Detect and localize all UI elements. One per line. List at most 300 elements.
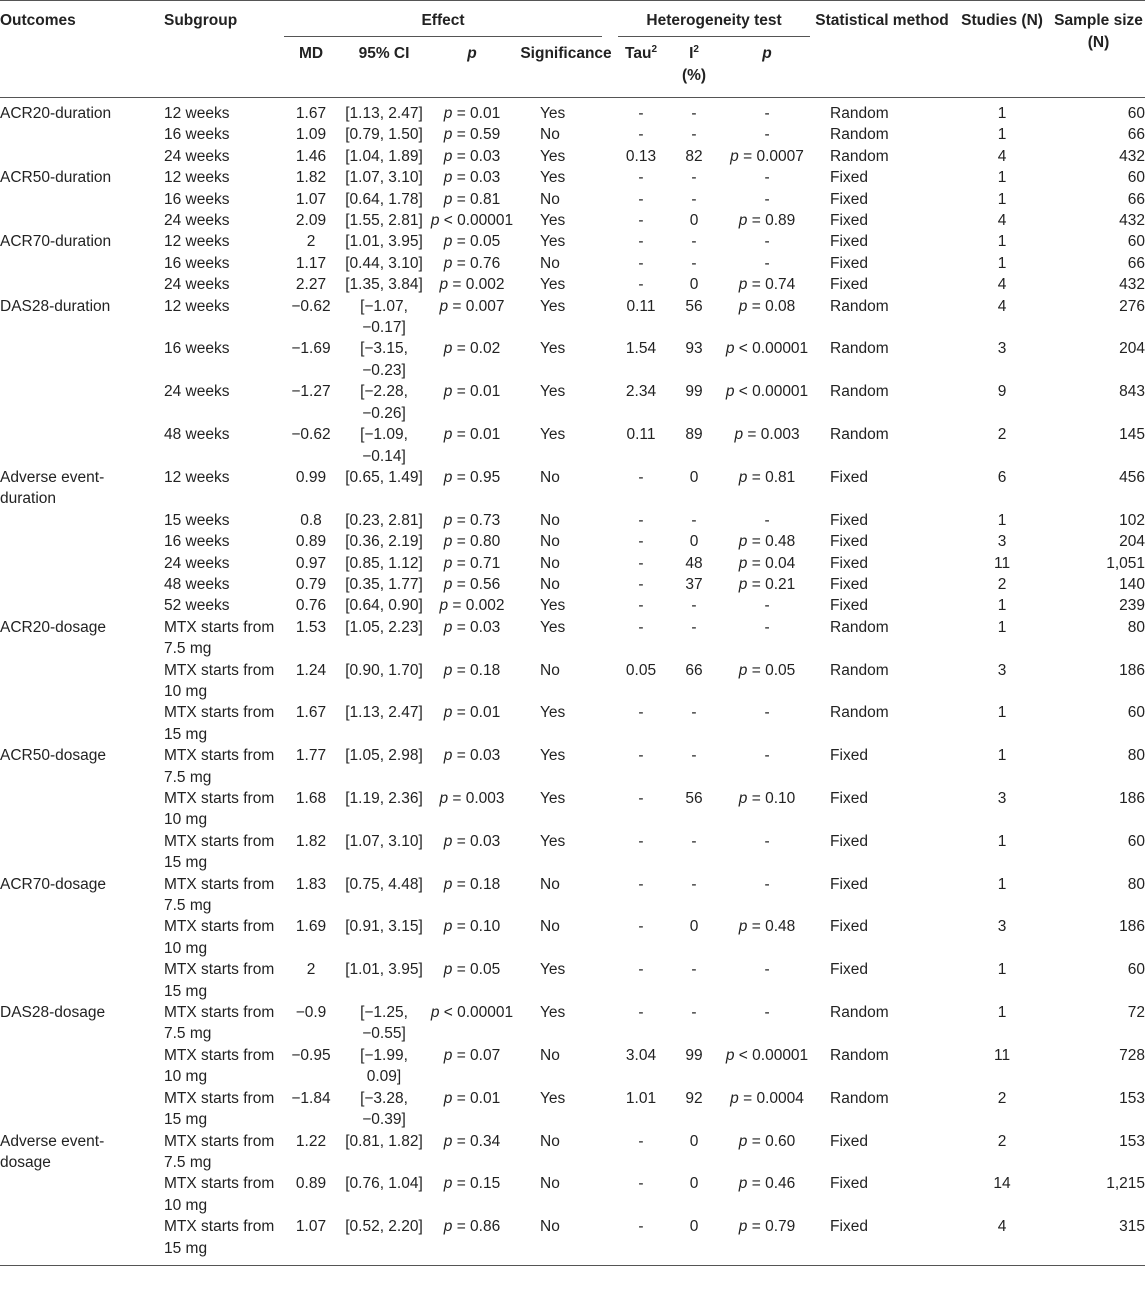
cell-significance: Yes xyxy=(540,383,566,401)
cell-statistical-method: Fixed xyxy=(830,875,868,893)
header-heterogeneity xyxy=(616,1,812,40)
table-row xyxy=(0,146,1145,167)
cell-md: 1.67 xyxy=(295,105,327,122)
cell-p: p = 0.10 xyxy=(443,918,501,936)
cell-p: p = 0.01 xyxy=(443,105,501,122)
cell-subgroup: 48 weeks xyxy=(164,575,230,593)
table-row xyxy=(0,98,1145,125)
cell-ci: [0.35, 1.77] xyxy=(345,575,423,593)
table-row xyxy=(0,1216,1145,1265)
table-row xyxy=(0,1131,1145,1174)
cell-ci: [1.05, 2.23] xyxy=(345,618,423,636)
p-symbol: p xyxy=(443,426,453,444)
cell-outcome: DAS28-duration xyxy=(0,297,111,315)
cell-tau2: 1.54 xyxy=(625,340,657,358)
header-i-unit: (%) xyxy=(681,67,707,84)
cell-studies: 1 xyxy=(997,704,1007,722)
cell-i2: - xyxy=(691,832,697,850)
cell-significance: Yes xyxy=(540,1089,566,1107)
cell-p: p = 0.007 xyxy=(439,297,505,315)
cell-ci: [1.35, 3.84] xyxy=(345,276,423,294)
cell-statistical-method: Fixed xyxy=(830,597,868,615)
p-symbol: p xyxy=(443,511,453,529)
header-tau-label: Tau xyxy=(625,45,652,62)
cell-sample-size: 60 xyxy=(1127,233,1145,251)
cell-sample-size: 60 xyxy=(1127,961,1145,979)
cell-studies: 1 xyxy=(997,126,1007,144)
cell-p: p = 0.15 xyxy=(443,1175,501,1193)
cell-het-p: p = 0.74 xyxy=(738,276,796,294)
table-row xyxy=(0,424,1145,467)
cell-subgroup: MTX starts from 10 mg xyxy=(164,918,275,957)
cell-tau2: - xyxy=(638,554,644,572)
cell-tau2: - xyxy=(638,575,644,593)
header-tau2 xyxy=(616,39,666,98)
cell-subgroup: 24 weeks xyxy=(164,212,230,230)
cell-het-p: p < 0.00001 xyxy=(725,1046,809,1064)
cell-het-p: p = 0.48 xyxy=(738,918,796,936)
p-symbol: p xyxy=(443,661,453,679)
cell-md: 1.24 xyxy=(295,661,327,679)
cell-sample-size: 204 xyxy=(1119,340,1145,358)
cell-ci: [1.13, 2.47] xyxy=(345,105,423,122)
cell-significance: Yes xyxy=(540,961,566,979)
cell-outcome xyxy=(0,1088,140,1131)
table-row xyxy=(0,1088,1145,1131)
cell-statistical-method: Fixed xyxy=(830,1175,868,1193)
cell-statistical-method: Random xyxy=(830,383,889,401)
header-tau-sup: 2 xyxy=(651,43,657,55)
table-row xyxy=(0,167,1145,188)
cell-outcome xyxy=(0,1216,140,1265)
cell-sample-size: 186 xyxy=(1119,661,1145,679)
p-symbol: p xyxy=(725,340,735,358)
cell-i2: 0 xyxy=(689,1132,699,1150)
table-row xyxy=(0,874,1145,917)
cell-subgroup: MTX starts from 7.5 mg xyxy=(164,1004,275,1043)
cell-statistical-method: Random xyxy=(830,618,889,636)
cell-sample-size: 145 xyxy=(1119,426,1145,444)
cell-outcome xyxy=(0,916,140,959)
cell-subgroup: MTX starts from 15 mg xyxy=(164,961,275,1000)
cell-md: 0.8 xyxy=(300,511,322,529)
p-symbol: p xyxy=(443,105,453,122)
cell-ci: [0.76, 1.04] xyxy=(345,1175,423,1193)
p-symbol: p xyxy=(443,961,453,979)
p-symbol: p xyxy=(738,575,748,593)
cell-het-p: p = 0.81 xyxy=(738,468,796,486)
table-row xyxy=(0,1002,1145,1045)
cell-statistical-method: Random xyxy=(830,426,889,444)
cell-ci: [0.90, 1.70] xyxy=(345,661,423,679)
cell-ci: [0.91, 3.15] xyxy=(345,918,423,936)
cell-subgroup: MTX starts from 15 mg xyxy=(164,1218,275,1257)
cell-md: 2 xyxy=(306,233,316,251)
table-row xyxy=(0,124,1145,145)
table-row xyxy=(0,702,1145,745)
p-symbol: p xyxy=(439,297,449,315)
cell-p: p = 0.76 xyxy=(443,254,501,272)
header-studies: Studies (N) xyxy=(961,12,1043,29)
cell-tau2: - xyxy=(638,704,644,722)
cell-sample-size: 204 xyxy=(1119,533,1145,551)
p-symbol: p xyxy=(443,918,453,936)
cell-p: p = 0.003 xyxy=(439,790,505,807)
cell-sample-size: 140 xyxy=(1119,575,1145,593)
cell-tau2: 1.01 xyxy=(625,1089,657,1107)
cell-ci: [−1.99, 0.09] xyxy=(360,1046,408,1086)
cell-p: p = 0.05 xyxy=(443,233,501,251)
cell-subgroup: MTX starts from 15 mg xyxy=(164,832,275,872)
cell-het-p: p = 0.04 xyxy=(738,554,796,572)
cell-statistical-method: Fixed xyxy=(830,790,868,807)
cell-md: 1.77 xyxy=(295,747,327,765)
cell-ci: [1.55, 2.81] xyxy=(345,212,423,230)
cell-studies: 1 xyxy=(997,254,1007,272)
cell-statistical-method: Fixed xyxy=(830,212,868,230)
cell-studies: 1 xyxy=(997,1004,1007,1022)
cell-tau2: 0.13 xyxy=(625,147,657,165)
cell-md: 1.53 xyxy=(295,618,327,636)
p-symbol: p xyxy=(439,790,449,807)
cell-studies: 2 xyxy=(997,1132,1007,1150)
p-symbol: p xyxy=(443,618,453,636)
cell-sample-size: 456 xyxy=(1119,468,1145,486)
cell-ci: [1.19, 2.36] xyxy=(345,790,423,807)
cell-het-p: - xyxy=(764,511,770,529)
cell-i2: - xyxy=(691,961,697,979)
cell-outcome: ACR50-duration xyxy=(0,169,112,187)
table-header xyxy=(0,1,1145,98)
cell-studies: 2 xyxy=(997,575,1007,593)
cell-tau2: - xyxy=(638,126,644,144)
cell-ci: [1.07, 3.10] xyxy=(345,832,423,850)
cell-sample-size: 432 xyxy=(1119,212,1145,230)
p-symbol: p xyxy=(443,254,453,272)
cell-studies: 1 xyxy=(997,233,1007,251)
cell-subgroup: MTX starts from 7.5 mg xyxy=(164,747,275,786)
cell-outcome xyxy=(0,381,140,424)
cell-significance: Yes xyxy=(540,832,566,850)
table-row xyxy=(0,274,1145,295)
cell-het-p: p = 0.79 xyxy=(738,1218,796,1236)
cell-i2: 66 xyxy=(685,661,703,679)
cell-statistical-method: Random xyxy=(830,661,889,679)
cell-i2: 89 xyxy=(685,426,703,444)
cell-sample-size: 66 xyxy=(1127,126,1145,144)
cell-sample-size: 186 xyxy=(1119,918,1145,936)
cell-sample-size: 102 xyxy=(1119,511,1145,529)
cell-statistical-method: Random xyxy=(830,1089,889,1107)
cell-outcome xyxy=(0,702,140,745)
cell-ci: [−2.28, −0.26] xyxy=(360,383,408,422)
cell-tau2: - xyxy=(638,618,644,636)
cell-md: 1.68 xyxy=(295,790,327,807)
cell-studies: 3 xyxy=(997,533,1007,551)
header-i-sup: 2 xyxy=(693,43,699,55)
cell-studies: 1 xyxy=(997,618,1007,636)
cell-p: p = 0.03 xyxy=(443,618,501,636)
cell-studies: 1 xyxy=(997,747,1007,765)
cell-outcome xyxy=(0,553,140,574)
cell-p: p = 0.03 xyxy=(443,832,501,850)
cell-sample-size: 1,215 xyxy=(1106,1175,1145,1193)
cell-het-p: - xyxy=(764,747,770,765)
cell-sample-size: 315 xyxy=(1119,1218,1145,1236)
cell-statistical-method: Fixed xyxy=(830,961,868,979)
cell-md: 2.09 xyxy=(295,212,327,230)
header-md: MD xyxy=(298,45,324,62)
table-row xyxy=(0,510,1145,531)
cell-i2: - xyxy=(691,169,697,187)
cell-het-p: p = 0.10 xyxy=(738,790,796,807)
cell-outcome xyxy=(0,274,140,295)
table-row xyxy=(0,553,1145,574)
cell-md: 0.97 xyxy=(295,554,327,572)
cell-het-p: p = 0.48 xyxy=(738,533,796,551)
cell-het-p: - xyxy=(764,704,770,722)
cell-i2: - xyxy=(691,511,697,529)
cell-subgroup: 15 weeks xyxy=(164,511,230,529)
cell-studies: 11 xyxy=(993,554,1011,572)
cell-p: p = 0.18 xyxy=(443,875,501,893)
cell-studies: 6 xyxy=(997,468,1007,486)
cell-sample-size: 153 xyxy=(1119,1089,1145,1107)
cell-studies: 3 xyxy=(997,340,1007,358)
cell-statistical-method: Random xyxy=(830,297,889,315)
cell-sample-size: 728 xyxy=(1119,1046,1145,1064)
cell-studies: 14 xyxy=(993,1175,1011,1193)
cell-het-p: - xyxy=(764,254,770,272)
cell-outcome xyxy=(0,959,140,1002)
cell-i2: 92 xyxy=(685,1089,703,1107)
cell-i2: 0 xyxy=(689,1175,699,1193)
p-symbol: p xyxy=(734,426,744,444)
cell-subgroup: 12 weeks xyxy=(164,297,230,315)
cell-p: p = 0.34 xyxy=(443,1132,501,1150)
cell-i2: 56 xyxy=(685,790,703,807)
cell-statistical-method: Fixed xyxy=(830,575,868,593)
header-significance: Significance xyxy=(520,45,612,62)
cell-ci: [0.85, 1.12] xyxy=(345,554,423,572)
table-row xyxy=(0,595,1145,616)
cell-studies: 2 xyxy=(997,1089,1007,1107)
p-symbol: p xyxy=(738,1218,748,1236)
cell-sample-size: 432 xyxy=(1119,276,1145,294)
cell-statistical-method: Random xyxy=(830,105,889,122)
cell-subgroup: 52 weeks xyxy=(164,597,230,615)
cell-i2: - xyxy=(691,233,697,251)
cell-i2: 0 xyxy=(689,1218,699,1236)
cell-statistical-method: Fixed xyxy=(830,832,868,850)
p-symbol: p xyxy=(738,533,748,551)
cell-i2: 0 xyxy=(689,533,699,551)
cell-subgroup: MTX starts from 10 mg xyxy=(164,1175,275,1214)
p-symbol: p xyxy=(738,554,748,572)
p-symbol: p xyxy=(443,1132,453,1150)
cell-outcome xyxy=(0,124,140,145)
cell-tau2: - xyxy=(638,1004,644,1022)
cell-het-p: - xyxy=(764,597,770,615)
cell-outcome xyxy=(0,595,140,616)
cell-het-p: - xyxy=(764,169,770,187)
p-symbol: p xyxy=(738,1132,748,1150)
header-i2 xyxy=(666,39,722,98)
table-row xyxy=(0,745,1145,788)
cell-studies: 3 xyxy=(997,661,1007,679)
table-row xyxy=(0,381,1145,424)
p-symbol: p xyxy=(443,875,453,893)
p-symbol: p xyxy=(443,126,453,144)
cell-i2: - xyxy=(691,126,697,144)
cell-het-p: p < 0.00001 xyxy=(725,383,809,401)
cell-md: 1.09 xyxy=(295,126,327,144)
cell-tau2: - xyxy=(638,1218,644,1236)
cell-het-p: p = 0.46 xyxy=(738,1175,796,1193)
cell-sample-size: 153 xyxy=(1119,1132,1145,1150)
cell-outcome xyxy=(0,531,140,552)
cell-studies: 4 xyxy=(997,276,1007,294)
cell-ci: [0.64, 1.78] xyxy=(345,190,423,208)
cell-studies: 1 xyxy=(997,597,1007,615)
cell-sample-size: 72 xyxy=(1127,1004,1145,1022)
cell-i2: - xyxy=(691,618,697,636)
header-effect-label: Effect xyxy=(284,10,602,37)
header-het-p xyxy=(722,39,812,98)
cell-subgroup: MTX starts from 10 mg xyxy=(164,661,275,700)
cell-het-p: p < 0.00001 xyxy=(725,340,809,358)
cell-significance: Yes xyxy=(540,597,566,615)
cell-statistical-method: Random xyxy=(830,126,889,144)
cell-subgroup: MTX starts from 7.5 mg xyxy=(164,1132,275,1171)
cell-statistical-method: Fixed xyxy=(830,468,868,486)
cell-md: 0.76 xyxy=(295,597,327,615)
cell-significance: Yes xyxy=(540,233,566,251)
cell-statistical-method: Random xyxy=(830,340,889,358)
table-row xyxy=(0,916,1145,959)
cell-md: −1.84 xyxy=(291,1089,331,1107)
cell-i2: 56 xyxy=(685,297,703,315)
cell-statistical-method: Fixed xyxy=(830,190,868,208)
cell-subgroup: 12 weeks xyxy=(164,105,230,122)
cell-outcome xyxy=(0,788,140,831)
cell-statistical-method: Fixed xyxy=(830,554,868,572)
cell-sample-size: 80 xyxy=(1127,618,1145,636)
cell-studies: 11 xyxy=(993,1046,1011,1064)
cell-p: p < 0.00001 xyxy=(430,1004,514,1022)
cell-statistical-method: Random xyxy=(830,1004,889,1022)
p-symbol: p xyxy=(443,1175,453,1193)
table-row xyxy=(0,1045,1145,1088)
p-symbol: p xyxy=(443,533,453,551)
cell-statistical-method: Fixed xyxy=(830,918,868,936)
cell-md: 1.22 xyxy=(295,1132,327,1150)
cell-i2: 0 xyxy=(689,468,699,486)
cell-studies: 4 xyxy=(997,1218,1007,1236)
cell-md: −0.62 xyxy=(291,426,331,444)
cell-tau2: - xyxy=(638,511,644,529)
cell-significance: No xyxy=(540,511,560,529)
table-row xyxy=(0,210,1145,231)
cell-het-p: p = 0.21 xyxy=(738,575,796,593)
cell-p: p = 0.59 xyxy=(443,126,501,144)
cell-significance: No xyxy=(540,468,560,486)
cell-het-p: p = 0.08 xyxy=(738,297,796,315)
cell-sample-size: 1,051 xyxy=(1106,554,1145,572)
cell-i2: 0 xyxy=(689,918,699,936)
cell-sample-size: 843 xyxy=(1119,383,1145,401)
cell-ci: [0.44, 3.10] xyxy=(345,254,423,272)
cell-md: 1.07 xyxy=(295,190,327,208)
cell-ci: [1.01, 3.95] xyxy=(345,233,423,251)
cell-studies: 1 xyxy=(997,875,1007,893)
cell-outcome xyxy=(0,146,140,167)
cell-md: 1.69 xyxy=(295,918,327,936)
cell-studies: 1 xyxy=(997,190,1007,208)
cell-het-p: p = 0.0004 xyxy=(730,1089,804,1107)
cell-studies: 4 xyxy=(997,297,1007,315)
cell-md: 2.27 xyxy=(295,276,327,294)
cell-p: p = 0.73 xyxy=(443,511,501,529)
cell-p: p = 0.01 xyxy=(443,1089,501,1107)
cell-statistical-method: Random xyxy=(830,704,889,722)
cell-md: 1.46 xyxy=(295,147,327,165)
cell-sample-size: 432 xyxy=(1119,147,1145,165)
cell-subgroup: MTX starts from 15 mg xyxy=(164,704,275,743)
cell-outcome: ACR70-duration xyxy=(0,233,112,251)
p-symbol: p xyxy=(443,147,453,165)
table-row xyxy=(0,467,1145,510)
cell-ci: [0.79, 1.50] xyxy=(345,126,423,144)
p-symbol: p xyxy=(443,575,453,593)
cell-outcome xyxy=(0,1173,140,1216)
cell-ci: [1.01, 3.95] xyxy=(345,961,423,979)
cell-p: p = 0.95 xyxy=(443,468,501,486)
cell-statistical-method: Fixed xyxy=(830,169,868,187)
cell-tau2: - xyxy=(638,105,644,122)
cell-ci: [1.13, 2.47] xyxy=(345,704,423,722)
p-symbol: p xyxy=(443,233,453,251)
table-row xyxy=(0,253,1145,274)
cell-significance: Yes xyxy=(540,426,566,444)
cell-i2: - xyxy=(691,704,697,722)
cell-significance: Yes xyxy=(540,790,566,807)
cell-ci: [0.52, 2.20] xyxy=(345,1218,423,1236)
cell-het-p: - xyxy=(764,618,770,636)
p-symbol: p xyxy=(443,747,453,765)
cell-ci: [0.65, 1.49] xyxy=(345,468,423,486)
cell-ci: [−3.15, −0.23] xyxy=(360,340,408,379)
header-effect xyxy=(282,1,616,40)
cell-het-p: - xyxy=(764,233,770,251)
cell-i2: - xyxy=(691,597,697,615)
cell-p: p = 0.03 xyxy=(443,747,501,765)
table-row xyxy=(0,531,1145,552)
cell-subgroup: MTX starts from 10 mg xyxy=(164,790,275,829)
cell-i2: - xyxy=(691,747,697,765)
cell-het-p: - xyxy=(764,961,770,979)
cell-studies: 1 xyxy=(997,961,1007,979)
cell-subgroup: MTX starts from 15 mg xyxy=(164,1089,275,1129)
cell-ci: [0.81, 1.82] xyxy=(345,1132,423,1150)
cell-outcome xyxy=(0,831,140,874)
cell-md: 1.17 xyxy=(295,254,327,272)
cell-md: −1.69 xyxy=(291,340,331,358)
cell-tau2: - xyxy=(638,790,644,807)
cell-sample-size: 239 xyxy=(1119,597,1145,615)
table-row xyxy=(0,831,1145,874)
p-symbol: p xyxy=(439,597,449,615)
